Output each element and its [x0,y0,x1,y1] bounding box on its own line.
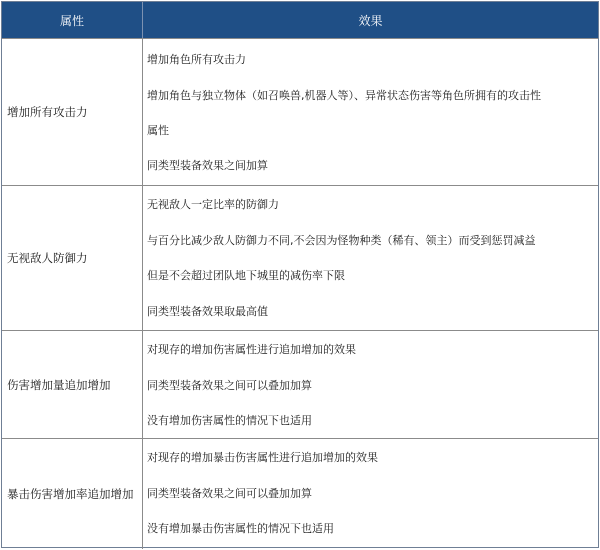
effect-line: 同类型装备效果之间可以叠加加算 [147,379,312,392]
effects-cell [143,39,598,185]
effect-line: 没有增加暴击伤害属性的情况下也适用 [147,522,334,535]
effect-line: 对现存的增加暴击伤害属性进行追加增加的效果 [147,451,378,464]
attribute-cell: 暴击伤害增加率追加增加 [2,439,143,549]
effect-line: 与百分比减少敌人防御力不同,不会因为怪物种类（稀有、领主）而受到惩罚减益 [147,234,536,247]
header-effect: 效果 [358,13,383,28]
effect-line: 属性 [147,124,169,137]
table-header [2,2,598,38]
effects-cell [143,439,598,549]
effects-cell [143,186,598,330]
effect-line: 同类型装备效果之间可以叠加加算 [147,487,312,500]
effect-line: 没有增加伤害属性的情况下也适用 [147,414,312,427]
effect-line: 同类型装备效果取最高值 [147,305,268,318]
effect-line: 同类型装备效果之间加算 [147,159,268,172]
table-row [2,185,598,330]
attribute-cell: 伤害增加量追加增加 [2,331,143,438]
effect-line: 增加角色所有攻击力 [147,53,246,66]
attribute-cell: 无视敌人防御力 [2,186,143,330]
attribute-cell: 增加所有攻击力 [2,39,143,185]
effect-line: 但是不会超过团队地下城里的减伤率下限 [147,269,345,282]
effects-cell [143,331,598,438]
table-row [2,330,598,438]
table-row [2,38,598,185]
effect-line: 对现存的增加伤害属性进行追加增加的效果 [147,343,356,356]
header-attribute: 属性 [2,2,143,38]
effect-line: 无视敌人一定比率的防御力 [147,198,279,211]
effect-line: 增加角色与独立物体（如召唤兽,机器人等）、异常状态伤害等角色所拥有的攻击性 [147,89,541,102]
attribute-effect-table [1,1,599,548]
table-row [2,438,598,549]
